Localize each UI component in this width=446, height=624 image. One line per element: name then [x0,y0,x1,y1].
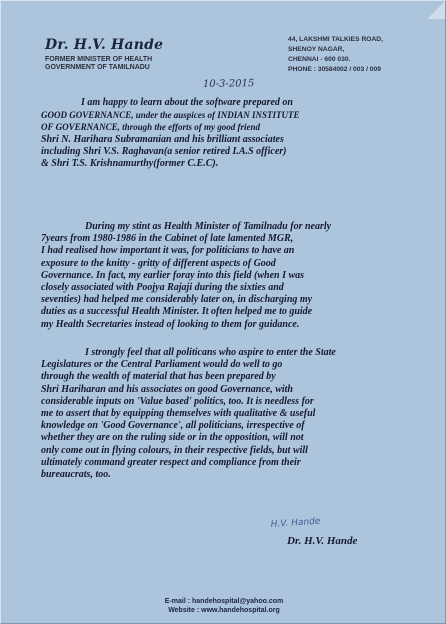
signoff-name: Dr. H.V. Hande [287,535,358,547]
address-line: PHONE : 30584002 / 003 / 009 [288,66,381,73]
footer-email: E-mail : handehospital@yahoo.com [164,598,284,605]
handwritten-signature: H.V. Hande [270,516,321,530]
page-corner [427,1,445,19]
footer-website: Website : www.handehospital.org [168,607,280,614]
paragraph-line: closely associated with Poojya Rajaji during the sixties and [41,281,284,293]
paragraph-line: & Shri T.S. Krishnamurthy(former C.E.C). [41,157,219,169]
paragraph-line: including Shri V.S. Raghavan(a senior retired I.A.S officer) [41,145,287,157]
paragraph-line: 7years from 1980-1986 in the Cabinet of late lamented MGR, [41,233,294,245]
paragraph-line: I had realised how important it was, for politicians to have an [41,245,295,257]
handwritten-date: 10-3-2015 [202,78,255,90]
paragraph-1 [41,97,413,170]
paragraph-line: only come out in flying colours, in their respective fields, but will [41,444,308,456]
paragraph-2 [41,221,413,331]
address-line: SHENOY NAGAR, [288,46,345,53]
paragraph-line: knowledge on 'Good Governance', all politicians, irrespective of [41,420,305,432]
paragraph-line: bureaucrats, too. [41,468,111,480]
paragraph-line: my Health Secretaries instead of looking to them for guidance. [41,318,300,330]
paragraph-line: During my stint as Health Minister of Tamilnadu for nearly [85,221,332,232]
address-line: CHENNAI - 600 030. [288,56,351,63]
paragraph-line: Shri N. Harihara Subramanian and his brilliant associates [41,133,284,145]
paragraph-line: through the wealth of material that has been prepared by [41,371,276,383]
paragraph-line: I strongly feel that all politicans who aspire to enter the State [85,347,336,358]
paragraph-3 [41,347,413,481]
letterhead-name: Dr. H.V. Hande [45,37,164,53]
footer-contact [1,597,446,615]
designation-line: GOVERNMENT OF TAMILNADU [45,64,150,71]
paragraph-line: exposure to the knitty - gritty of different aspects of Good [41,257,276,269]
paragraph-line: ultimately command greater respect and compliance from their [41,456,301,468]
paragraph-line: considerable inputs on 'Value based' politics, too. It is needless for [41,395,314,407]
paragraph-line: whether they are on the ruling side or in the opposition, will not [41,432,304,444]
paragraph-line: GOOD GOVERNANCE, under the auspices of INDIAN INSTITUTE [41,110,300,121]
designation-line: FORMER MINISTER OF HEALTH [45,56,153,63]
paragraph-line: seventies) had helped me considerably later on, in discharging my [41,294,313,306]
address-line: 44, LAKSHMI TALKIES ROAD, [288,36,383,43]
paragraph-line: Legislatures or the Central Parliament would do well to go [41,359,283,371]
paragraph-line: Shri Hariharan and his associates on good Governance, with [41,383,293,395]
paragraph-line: OF GOVERNANCE, through the efforts of my good friend [41,122,260,133]
paragraph-line: duties as a successful Health Minister. It often helped me to guide [41,306,313,318]
paragraph-line: I am happy to learn about the software prepared on [81,97,293,108]
paragraph-line: me to assert that by equipping themselves with qualitative & useful [41,407,316,419]
letterhead-address [288,35,430,75]
letterhead-designation [45,56,152,72]
paragraph-line: Governance. In fact, my earlier foray into this field (when I was [41,269,305,281]
